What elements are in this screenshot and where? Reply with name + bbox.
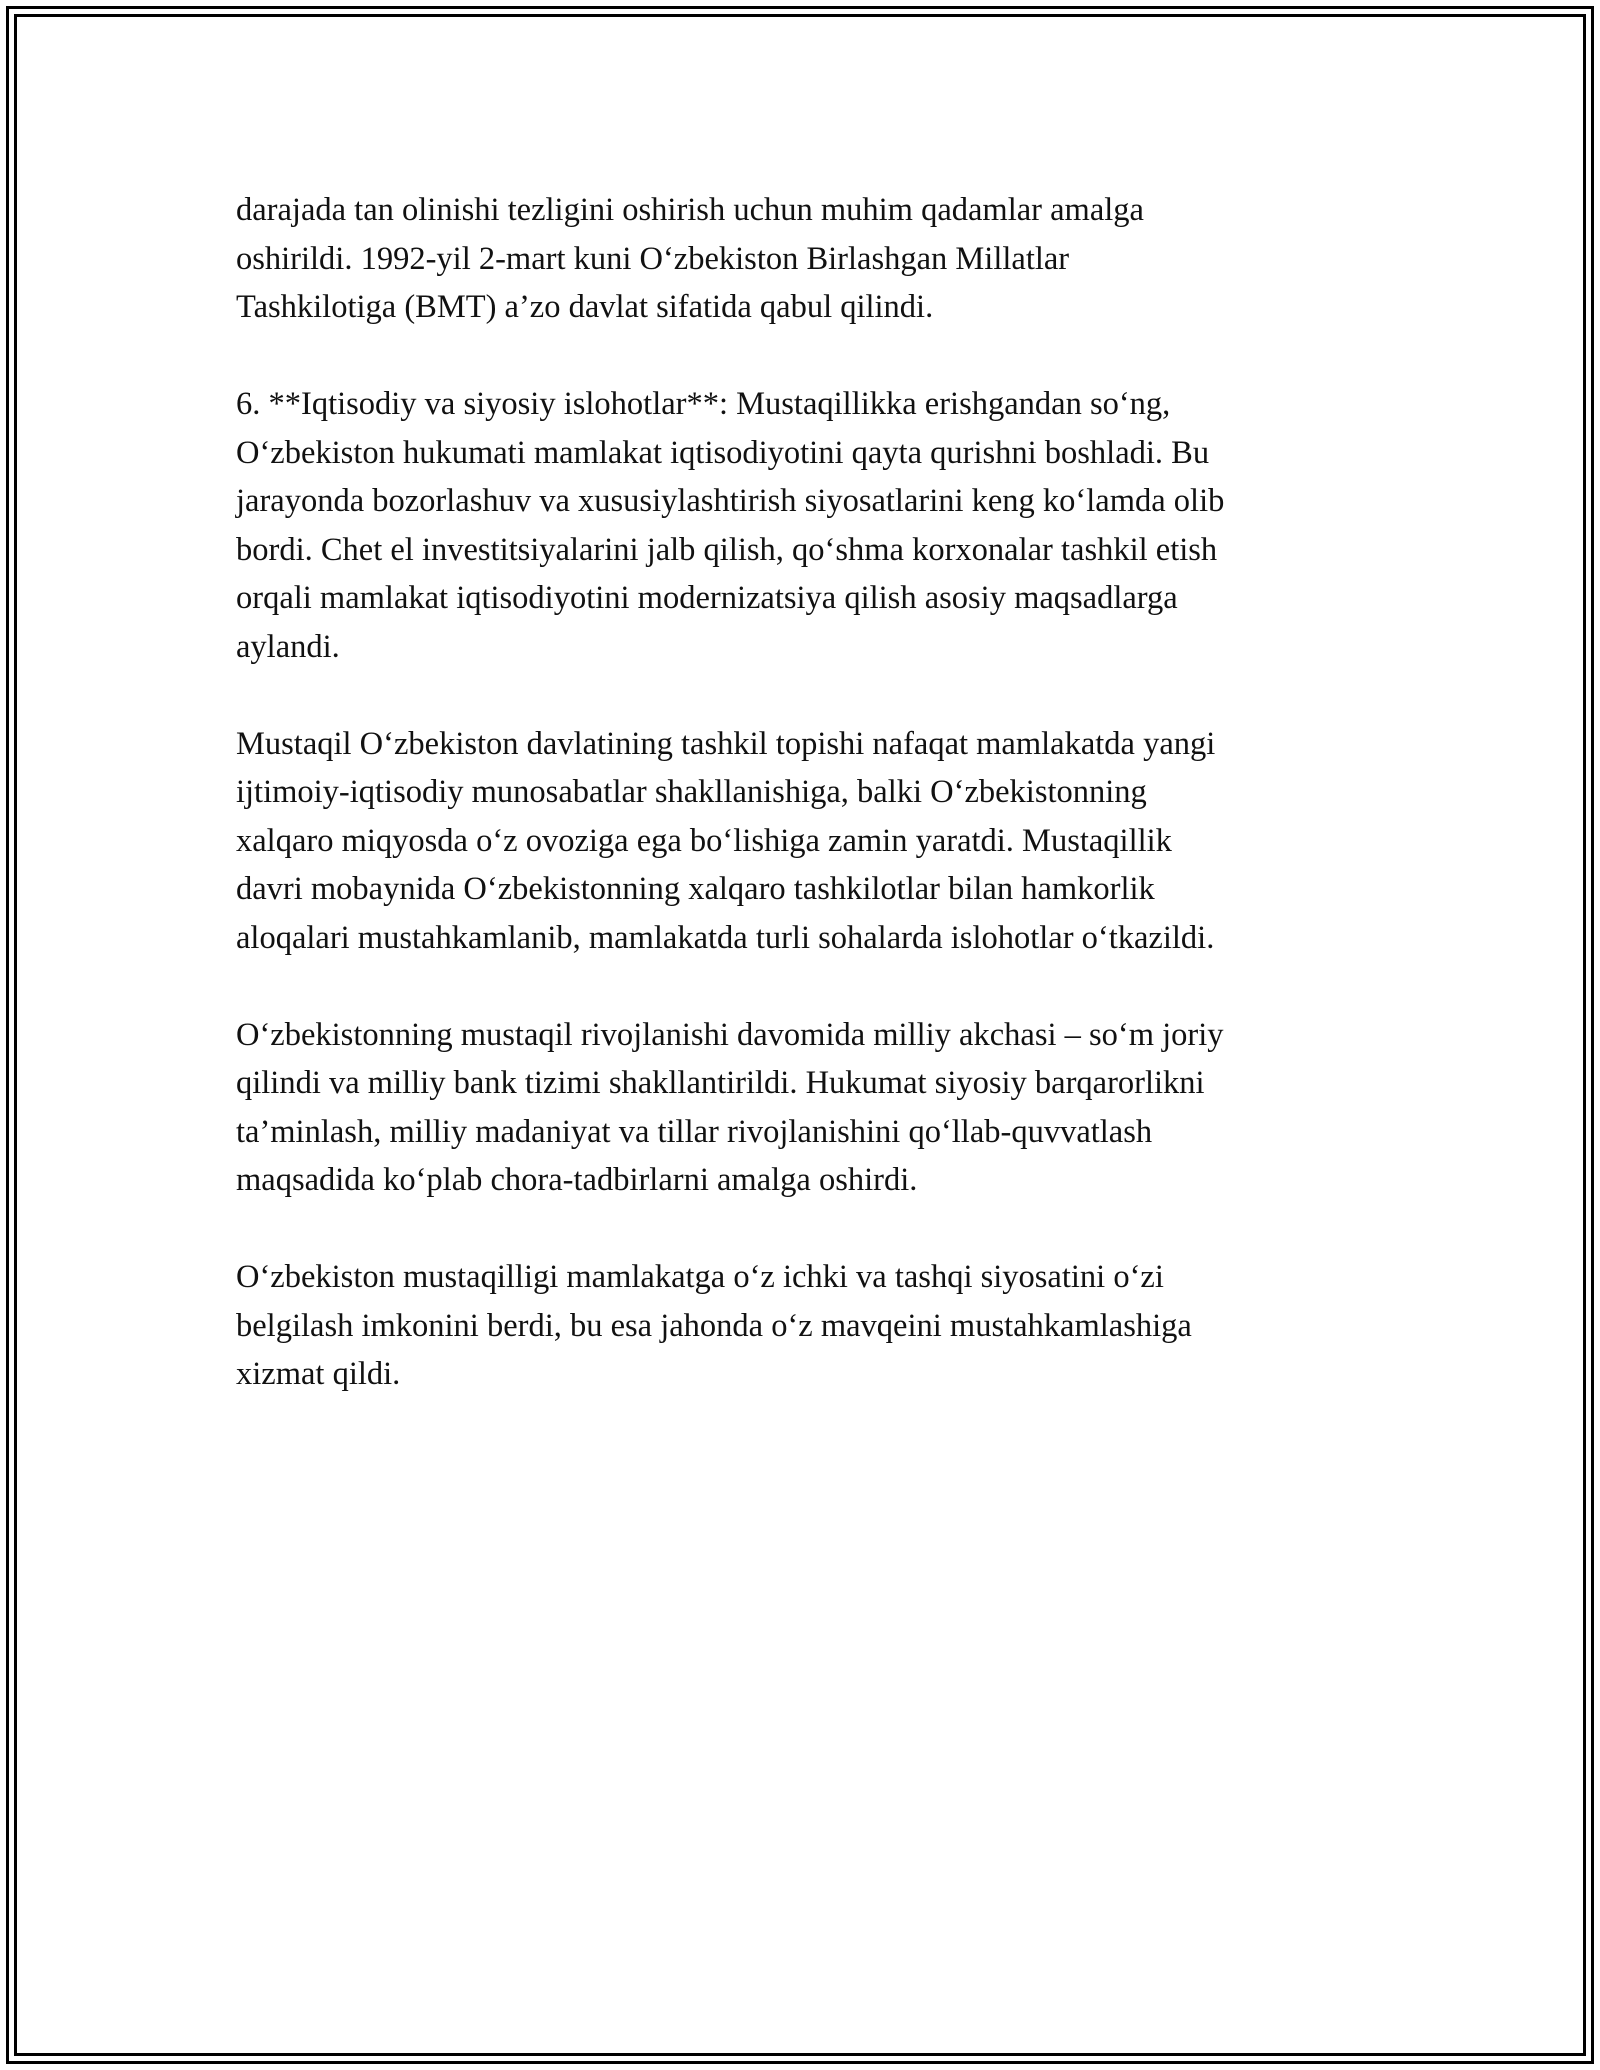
paragraph-independent-state-formation: Mustaqil O‘zbekiston davlatining tashkil topishi nafaqat mamlakatda yangi ijtimoiy-iqtisodiy munosabatlar shakllanishiga, balki O‘zbekistonning xalqaro miqyosda o‘z ovoziga ega bo‘lishiga zamin yaratdi. Mustaqillik davri mobaynida O‘zbekistonning xalqaro tashkilotlar bilan hamkorlik aloqalari mustahkamlanib, mamlakatda turli sohalarda islohotlar o‘tkazildi.	[236, 725, 1216, 956]
paragraph-national-currency: O‘zbekistonning mustaqil rivojlanishi davomida milliy akchasi – so‘m joriy qilindi va milliy bank tizimi shakllantirildi. Hukumat siyosiy barqarorlikni ta’minlash, milliy madaniyat va tillar rivojlanishini qo‘llab-quvvatlash maqsadida ko‘plab chora-tadbirlarni amalga oshirdi.	[236, 1016, 1224, 1198]
paragraph-un-membership: darajada tan olinishi tezligini oshirish uchun muhim qadamlar amalga oshirildi. 1992-yil 2-mart kuni O‘zbekiston Birlashgan Millatlar Tashkilotiga (BMT) a’zo davlat sifatida qabul qilindi.	[236, 192, 1144, 325]
document-body	[236, 186, 1366, 1447]
paragraph-economic-political-reforms: 6. **Iqtisodiy va siyosiy islohotlar**: Mustaqillikka erishgandan so‘ng, O‘zbekiston hukumati mamlakat iqtisodiyotini qayta qurishni boshladi. Bu jarayonda bozorlashuv va xususiylashtirish siyosatlarini keng ko‘lamda olib bordi. Chet el investitsiyalarini jalb qilish, qo‘shma korxonalar tashkil etish orqali mamlakat iqtisodiyotini modernizatsiya qilish asosiy maqsadlarga aylandi.	[236, 386, 1225, 665]
paragraph-independence-conclusion: O‘zbekiston mustaqilligi mamlakatga o‘z ichki va tashqi siyosatini o‘zi belgilash imkonini berdi, bu esa jahonda o‘z mavqeini mustahkamlashiga xizmat qildi.	[236, 1259, 1192, 1392]
